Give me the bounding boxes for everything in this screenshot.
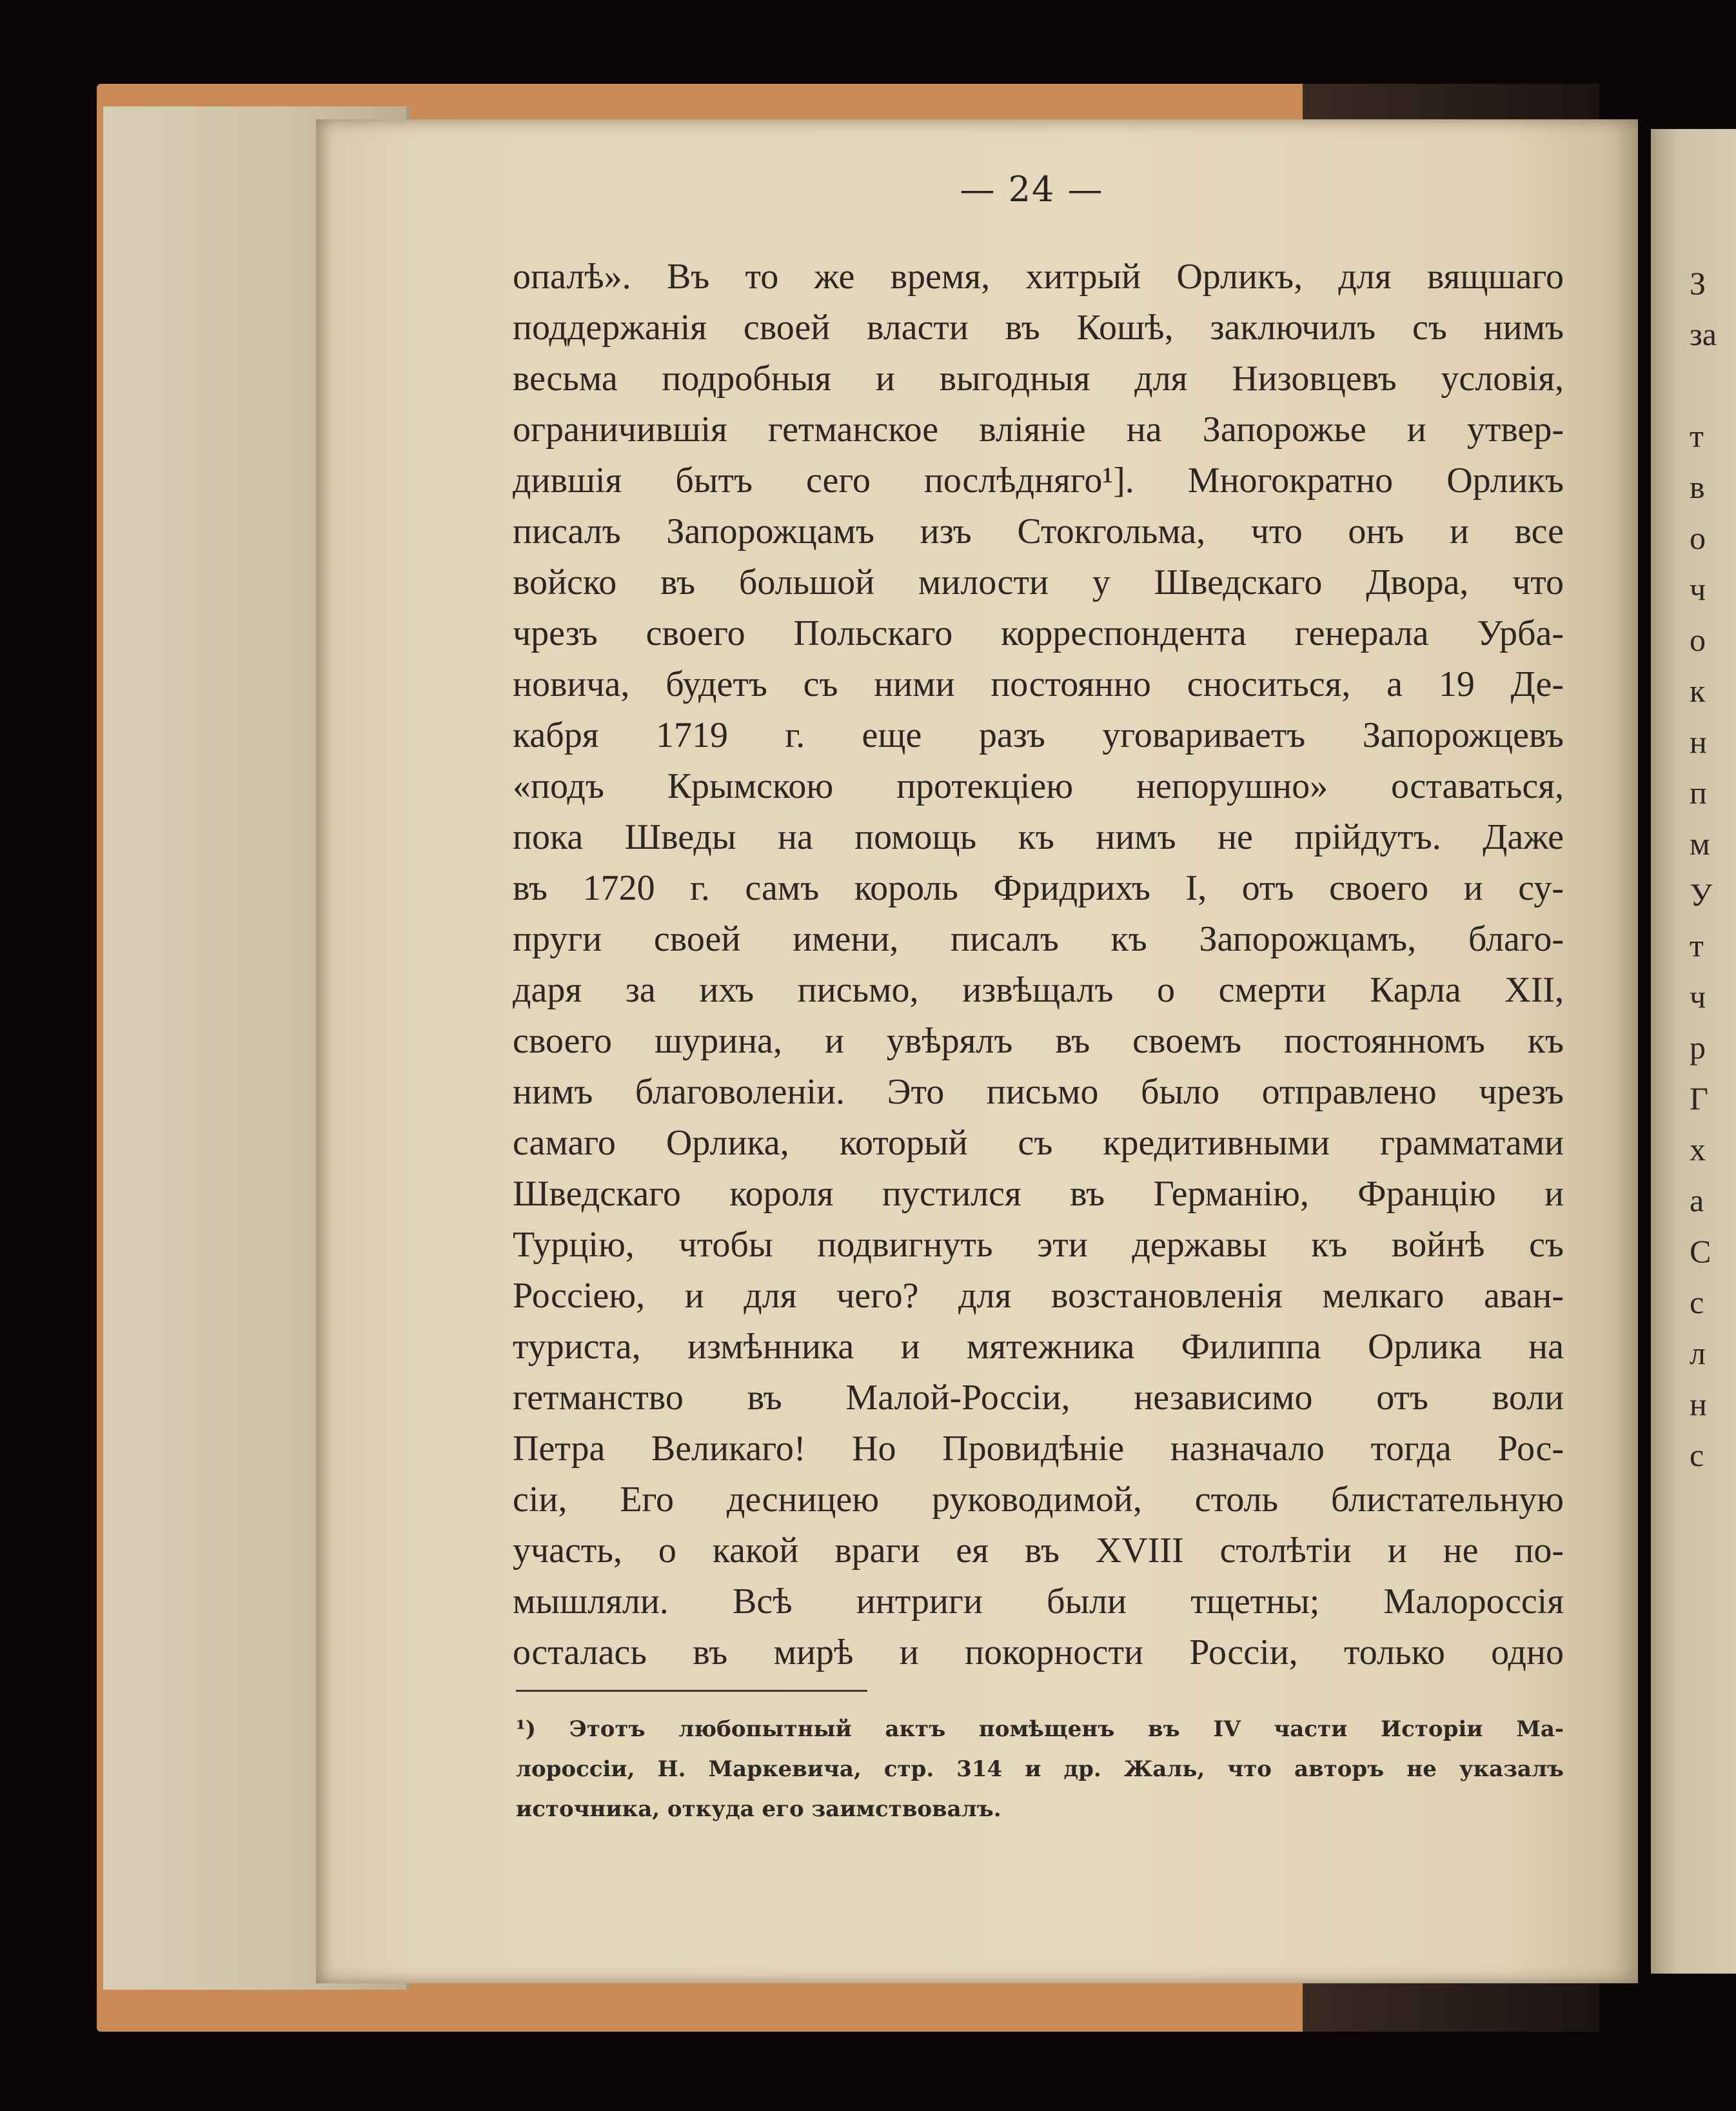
fragment: н <box>1690 1386 1707 1422</box>
fragment: х <box>1690 1131 1706 1167</box>
fragment: с <box>1690 1437 1704 1473</box>
fragment <box>1690 360 1728 411</box>
text-line: поддержанія своей власти въ Кошѣ, заключилъ съ нимъ <box>513 308 1564 348</box>
fragment: а <box>1690 1182 1704 1218</box>
text-line: мышляли. Всѣ интриги были тщетны; Малороссія <box>513 1581 1564 1621</box>
text-line: опалѣ». Въ то же время, хитрый Орликъ, для вящшаго <box>513 257 1564 297</box>
fragment: о <box>1690 520 1706 556</box>
text-line: дившія бытъ сего послѣдняго¹]. Многократно Орликъ <box>513 461 1564 500</box>
fragment: ч <box>1690 571 1706 607</box>
fragment: р <box>1690 1029 1706 1065</box>
fragment: З <box>1690 265 1706 301</box>
fragment: т <box>1690 927 1704 964</box>
text-line: сіи, Его десницею руководимой, столь блистательную <box>513 1480 1564 1520</box>
fragment: п <box>1690 775 1707 811</box>
text-line: новича, будетъ съ ними постоянно сноситься, а 19 Де- <box>513 664 1564 704</box>
text-line: своего шурина, и увѣрялъ въ своемъ постоянномъ къ <box>513 1021 1564 1061</box>
text-line: Турцію, чтобы подвигнуть эти державы къ войнѣ съ <box>513 1225 1564 1265</box>
fragment: С <box>1690 1233 1711 1269</box>
text-line: осталась въ мирѣ и покорности Россіи, только одно <box>513 1632 1564 1672</box>
fragment: к <box>1690 673 1706 709</box>
text-line: въ 1720 г. самъ король Фридрихъ I, отъ своего и су- <box>513 868 1564 908</box>
text-line: Шведскаго короля пустился въ Германію, Францію и <box>513 1174 1564 1214</box>
next-page-text-fragments <box>1690 258 1728 1481</box>
text-line: участь, о какой враги ея въ XVIII столѣтіи и не по- <box>513 1531 1564 1571</box>
fragment: Г <box>1690 1080 1708 1116</box>
text-line: даря за ихъ письмо, извѣщалъ о смерти Карла XII, <box>513 970 1564 1010</box>
page-number: — 24 — <box>960 169 1104 210</box>
text-line: войско въ большой милости у Шведскаго Двора, что <box>513 562 1564 602</box>
text-line: гетманство въ Малой-Россіи, независимо отъ воли <box>513 1378 1564 1418</box>
footnote-line: ¹) Этотъ любопытный актъ помѣщенъ въ IV части Исторіи Ма- <box>516 1716 1564 1742</box>
text-line: весьма подробныя и выгодныя для Низовцевъ условія, <box>513 359 1564 399</box>
text-line: нимъ благоволеніи. Это письмо было отправлено чрезъ <box>513 1072 1564 1112</box>
text-line: Россіею, и для чего? для возстановленія мелкаго аван- <box>513 1276 1564 1316</box>
text-line: «подъ Крымскою протекціею непорушно» оставаться, <box>513 766 1564 806</box>
text-line: пока Шведы на помощь къ нимъ не прійдутъ. Даже <box>513 817 1564 857</box>
fragment: в <box>1690 469 1705 505</box>
text-line: Петра Великаго! Но Провидѣніе назначало тогда Рос- <box>513 1429 1564 1469</box>
fragment: н <box>1690 724 1707 760</box>
text-line: самаго Орлика, который съ кредитивными грамматами <box>513 1123 1564 1163</box>
fragment: т <box>1690 418 1704 454</box>
fragment: м <box>1690 826 1710 862</box>
fragment: за <box>1690 316 1717 352</box>
text-line: туриста, измѣнника и мятежника Филиппа Орлика на <box>513 1327 1564 1367</box>
footnote-line: источника, откуда его заимствовалъ. <box>516 1796 1001 1822</box>
footnote-divider <box>516 1690 867 1692</box>
footnote-line: лороссіи, Н. Маркевича, стр. 314 и др. Жаль, что авторъ не указалъ <box>516 1756 1564 1782</box>
text-line: пруги своей имени, писалъ къ Запорожцамъ, благо- <box>513 919 1564 959</box>
text-line: кабря 1719 г. еще разъ уговариваетъ Запорожцевъ <box>513 715 1564 755</box>
fragment: о <box>1690 622 1706 658</box>
page-body-text <box>513 252 1564 1678</box>
text-line: чрезъ своего Польскаго корреспондента генерала Урба- <box>513 613 1564 653</box>
fragment: л <box>1690 1335 1706 1371</box>
fragment: У <box>1690 877 1713 913</box>
fragment: с <box>1690 1284 1704 1320</box>
text-line: писалъ Запорожцамъ изъ Стокгольма, что онъ и все <box>513 511 1564 551</box>
text-line: ограничившія гетманское вліяніе на Запорожье и утвер- <box>513 410 1564 450</box>
footnote <box>516 1709 1564 1829</box>
fragment: ч <box>1690 978 1706 1015</box>
